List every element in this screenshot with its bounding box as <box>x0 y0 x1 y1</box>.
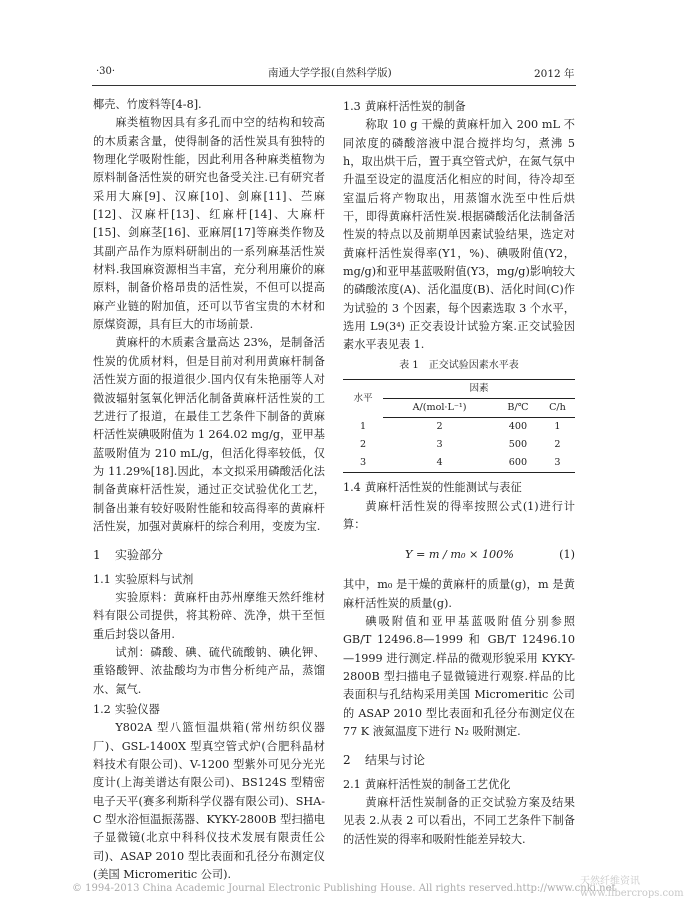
header-rule <box>92 85 576 86</box>
equation-body: Y = m / m₀ × 100% <box>405 548 514 562</box>
table-cell: 3 <box>540 454 575 473</box>
left-column <box>93 96 325 884</box>
subsection-heading: 1.1 实验原料与试剂 <box>93 572 194 586</box>
source-url: http://www.cnki.net <box>516 883 616 894</box>
journal-title: 南通大学学报(自然科学版) <box>268 67 392 79</box>
paragraph: 实验原料：黄麻杆由苏州摩维天然纤维材料有限公司提供，将其粉碎、洗净，烘干至恒重后封袋以备用. <box>93 590 325 641</box>
paragraph: 麻类植物因具有多孔而中空的结构和较高的木质素含量，使得制备的活性炭具有独特的物理化学吸附性能，因此利用各种麻类植物为原料制备活性炭的研究也备受关注.已有研究者采用大麻[9]、汉麻[10]、剑麻[11]、苎麻[12]、汉麻杆[13]、红麻杆[14]、大麻杆[15]、剑麻茎[16]、亚麻屑[17]等麻类作物及其副产品作为原料研制出的一系列麻基活性炭材料.我国麻资源相当丰富，充分利用廉价的麻原料，制备价格昂贵的活性炭，不但可以提高麻产业链的附加值，还可以节省宝贵的木材和原煤资源，具有巨大的市场前景. <box>93 116 325 332</box>
table-cell: 1 <box>554 421 561 433</box>
table-cell: 600 <box>496 454 540 473</box>
section-heading: 1 实验部分 <box>93 548 164 563</box>
table-header: B/℃ <box>496 399 540 418</box>
subsection-heading: 2.1 黄麻杆活性炭的制备工艺优化 <box>343 777 511 791</box>
paragraph: Y802A 型八篮恒温烘箱(常州纺织仪器厂)、GSL-1400X 型真空管式炉(合肥科晶材料技术有限公司)、V-1200 型紫外可见分光光度计(上海美谱达有限公司)、BS124S 型精密电子天平(赛多利斯科学仪器有限公司)、SHA-C 型水浴恒温振荡器、KYKY-2800B 型扫描电子显微镜(北京中科科仪技术发展有限责任公司)、ASAP 2010 型比表面和孔径分布测定仪(美国 Micromeritic 公司). <box>93 721 325 882</box>
table-header: C/h <box>540 399 575 418</box>
page-header <box>0 62 665 82</box>
table-cell: 2 <box>360 439 367 451</box>
subsection-heading: 1.4 黄麻杆活性炭的性能测试与表征 <box>343 481 522 495</box>
subsection-heading: 1.3 黄麻杆活性炭的制备 <box>343 100 466 113</box>
table-row <box>343 418 575 437</box>
paragraph: 其中，m₀ 是干燥的黄麻杆的质量(g)，m 是黄麻杆活性炭的质量(g). <box>343 578 575 610</box>
table-cell: 3 <box>343 454 383 473</box>
table-caption: 表 1 正交试验因素水平表 <box>399 359 519 371</box>
table-row <box>343 436 575 454</box>
page-number: ·30· <box>96 66 116 77</box>
factor-level-table <box>343 379 575 473</box>
watermark-line: www.fibercrops.com <box>580 888 684 899</box>
section-heading: 2 结果与讨论 <box>343 753 426 768</box>
table-cell: 2 <box>554 439 561 451</box>
table-cell: 500 <box>508 439 528 451</box>
equation <box>343 538 575 572</box>
table-cell: 400 <box>508 421 528 433</box>
paragraph: 碘吸附值和亚甲基蓝吸附值分别参照 GB/T 12496.8—1999 和 GB/T 12496.10—1999 进行测定.样品的微观形貌采用 KYKY-2800B 型扫描电子显微镜进行观察.样品的比表面积与孔结构采用美国 Micromeritic 公司的 ASAP 2010 型比表面和孔径分布测定仪在 77 K 液氮温度下进行 N₂ 吸附测定. <box>343 614 575 738</box>
table-cell: 3 <box>436 439 443 451</box>
publication-year: 2012 年 <box>534 68 575 80</box>
table-header: 水平 <box>343 380 383 418</box>
table-header: A/(mol·L⁻¹) <box>383 399 496 418</box>
paragraph: 黄麻杆的木质素含量高达 23%，是制备活性炭的优质材料，但是目前对利用黄麻杆制备活性炭方面的报道很少.国内仅有朱艳丽等人对微波辐射氢氧化钾活化制备黄麻杆活性炭的工艺进行了报道，在最佳工艺条件下制备的黄麻杆活性炭碘吸附值为 1 264.02 mg/g，亚甲基蓝吸附值为 210 mL/g，但活化得率较低，仅为 11.29%[18].因此，本文拟采用磷酸活化法制备黄麻杆活性炭，通过正交试验优化工艺，制备出兼有较好吸附性能和较高得率的黄麻杆活性炭，加强对黄麻杆的综合利用，变废为宝. <box>93 336 325 533</box>
table-cell: 4 <box>383 454 496 473</box>
table-row <box>343 454 575 473</box>
paragraph: 黄麻杆活性炭制备的正交试验方案及结果见表 2.从表 2 可以看出，不同工艺条件下制备的活性炭的得率和吸附性能差异较大. <box>343 795 575 846</box>
paragraph: 黄麻杆活性炭的得率按照公式(1)进行计算： <box>343 499 575 531</box>
right-column <box>343 96 575 849</box>
watermark <box>580 876 684 900</box>
table-cell: 1 <box>360 420 367 432</box>
paragraph: 试剂：磷酸、碘、硫代硫酸钠、碘化钾、重铬酸钾、浓盐酸均为市售分析纯产品，蒸馏水、氮气. <box>93 645 325 696</box>
watermark-line: 天然纤维资讯 <box>580 876 640 887</box>
table-header: 因素 <box>383 380 575 399</box>
equation-number: (1) <box>559 548 575 562</box>
paragraph: 椰壳、竹废料等[4-8]. <box>93 98 202 111</box>
subsection-heading: 1.2 实验仪器 <box>93 703 160 716</box>
table-cell: 2 <box>436 421 443 433</box>
paragraph: 称取 10 g 干燥的黄麻杆加入 200 mL 不同浓度的磷酸溶液中混合搅拌均匀，煮沸 5 h，取出烘干后，置于真空管式炉，在氮气氛中升温至设定的温度活化相应的时间，待冷却至室温后将产物取出，用蒸馏水洗至中性后烘干，即得黄麻杆活性炭.根据磷酸活化法制备活性炭的特点以及前期单因素试验结果，选定对黄麻杆活性炭得率(Y1，%)、碘吸附值(Y2，mg/g)和亚甲基蓝吸附值(Y3，mg/g)影响较大的磷酸浓度(A)、活化温度(B)、活化时间(C)作为试验的 3 个因素，每个因素选取 3 个水平，选用 L9(3⁴) 正交表设计试验方案.正交试验因素水平表见表 1. <box>343 118 575 352</box>
copyright-notice: © 1994-2013 China Academic Journal Electronic Publishing House. All rights reserved. <box>72 883 517 894</box>
